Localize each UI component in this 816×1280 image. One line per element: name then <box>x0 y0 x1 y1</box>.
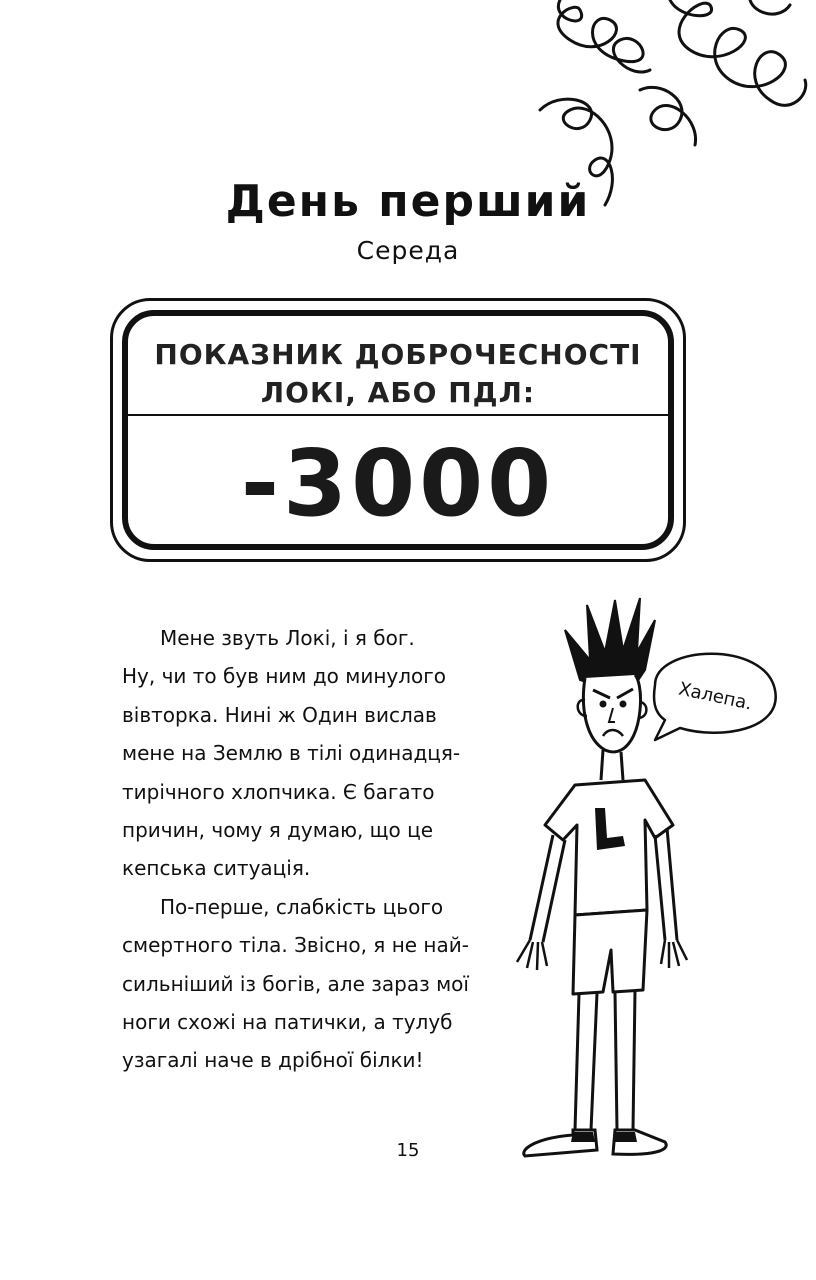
text-line: смертного тіла. Звісно, я не най- <box>122 933 469 958</box>
score-value: -3000 <box>240 430 556 537</box>
text-line: причин, чому я думаю, що це <box>122 818 434 843</box>
text-line: сильніший із богів, але зараз мої <box>122 971 469 996</box>
body-text <box>122 619 522 1080</box>
text-line: тирічного хлопчика. Є багато <box>122 779 435 804</box>
text-line: ноги схожі на патички, а тулуб <box>122 1010 453 1035</box>
score-label <box>128 336 668 412</box>
speech-bubble-text: Халепа. <box>676 678 754 715</box>
score-label-line-1: ПОКАЗНИК ДОБРОЧЕСНОСТІ <box>154 338 642 371</box>
page-number: 15 <box>396 1140 420 1161</box>
text-line: мене на Землю в тілі одинадця- <box>122 741 461 766</box>
text-line: вівторка. Нині ж Один вислав <box>122 702 437 727</box>
loki-boy-illustration <box>505 590 805 1180</box>
shorts <box>573 910 647 994</box>
chapter-subtitle: Середа <box>356 236 460 265</box>
score-label-line-2: ЛОКІ, АБО ПДЛ: <box>260 376 536 409</box>
text-line: Мене звуть Локі, і я бог. <box>160 626 415 650</box>
text-line: Ну, чи то був ним до минулого <box>122 664 447 689</box>
scoreboard-inner-frame <box>122 310 674 550</box>
text-line: узагалі наче в дрібної білки! <box>122 1048 424 1073</box>
chapter-title: День перший <box>225 176 591 227</box>
speech-bubble <box>654 654 776 740</box>
text-line: кепська ситуація. <box>122 856 311 881</box>
virtue-scoreboard <box>110 298 686 562</box>
score-divider <box>128 414 668 416</box>
text-line: По-перше, слабкість цього <box>160 894 444 919</box>
spiky-hair <box>565 598 655 685</box>
